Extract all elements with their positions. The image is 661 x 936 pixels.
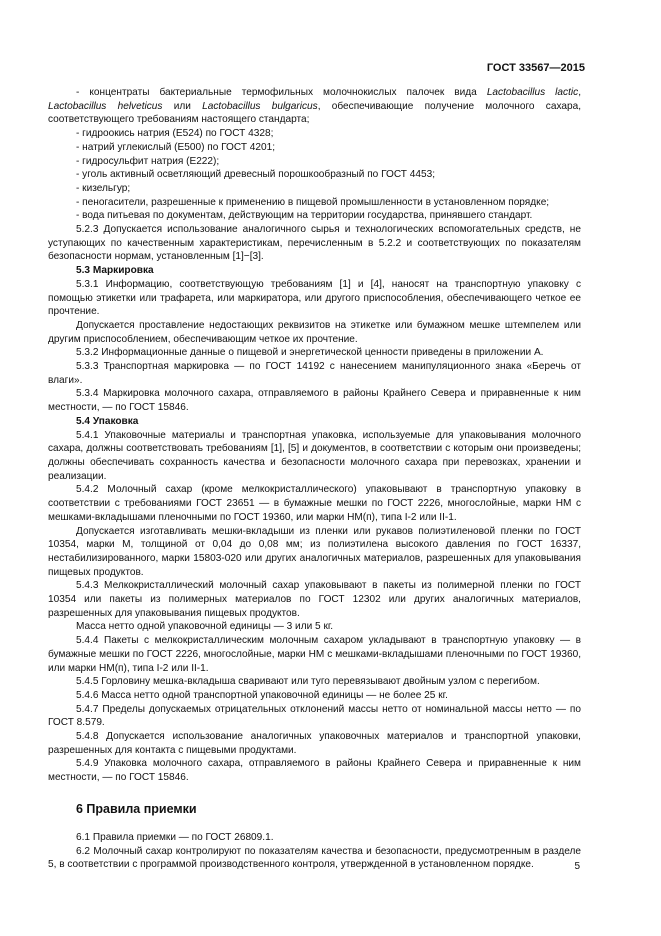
paragraph-5-2-3: 5.2.3 Допускается использование аналогичного сырья и технологических вспомогательных средств, не уступающих по качественным характеристикам, перечисленным в 5.2.2 и соответствующих по показателям безопасности нормам, установленным [1]−[3].	[48, 224, 581, 263]
paragraph-5-4-1: 5.4.1 Упаковочные материалы и транспортная упаковка, используемые для упаковывания молочного сахара, должны соответствовать требованиям [1], [5] и документов, в соответствии с которым они произведены; должны обеспечивать сохранность качества и безопасности молочного сахара при перевозках, хранении и реализации.	[48, 429, 581, 482]
paragraph-5-3-1-b: Допускается проставление недостающих реквизитов на этикетке или бумажном мешке штемпелем или другим приспособлением, обеспечивающим четкое их прочтение.	[48, 319, 581, 345]
section-heading-acceptance: 6 Правила приемки	[76, 801, 197, 816]
paragraph-5-3-1: 5.3.1 Информацию, соответствующую требованиям [1] и [4], наносят на транспортную упаковку с помощью этикетки или трафарета, или маркиратора, или другого приспособления, обеспечивающего четкое ее прочтение.	[48, 278, 581, 318]
paragraph-5-4-2: 5.4.2 Молочный сахар (кроме мелкокристаллического) упаковывают в транспортную упаковку в соответствии с требованиями ГОСТ 23651 — в бумажные мешки по ГОСТ 2226, многослойные, марки НМ с мешками-вкладышами пленочными по ГОСТ 19360, или марки НМ(п), типа I-2 или II-1.	[48, 484, 581, 523]
list-item: - кизельгур;	[76, 182, 131, 194]
paragraph-5-3-3: 5.3.3 Транспортная маркировка — по ГОСТ 14192 с нанесением манипуляционного знака «Беречь от влаги».	[48, 361, 581, 386]
paragraph-6-1: 6.1 Правила приемки — по ГОСТ 26809.1.	[76, 831, 274, 843]
paragraph-5-4-9: 5.4.9 Упаковка молочного сахара, отправляемого в районы Крайнего Севера и приравненные к ним местности, — по ГОСТ 15846.	[48, 758, 581, 784]
paragraph-5-4-8: 5.4.8 Допускается использование аналогичных упаковочных материалов и транспортной упаковки, разрешенных для контакта с пищевыми продуктами.	[48, 731, 581, 756]
paragraph-5-4-3-b: Масса нетто одной упаковочной единицы — 3 или 5 кг.	[76, 621, 334, 633]
document-body	[48, 86, 581, 872]
list-item: - вода питьевая по документам, действующим на территории государства, принявшего стандарт.	[76, 210, 533, 222]
paragraph-5-3-2: 5.3.2 Информационные данные о пищевой и энергетической ценности приведены в приложении А.	[76, 347, 544, 359]
section-heading-marking: 5.3 Маркировка	[76, 265, 154, 277]
section-heading-packaging: 5.4 Упаковка	[76, 415, 139, 427]
species-name: Lactobacillus helveticus	[48, 100, 163, 112]
text-run: или	[162, 100, 203, 112]
paragraph-5-4-3: 5.4.3 Мелкокристаллический молочный сахар упаковывают в пакеты из полимерной пленки по ГОСТ 10354 или пакеты из полимерных материалов по ГОСТ 12302 или других аналогичных материалов, разрешенных для упаковывания пищевых продуктов.	[48, 580, 581, 619]
paragraph-bacterial-concentrates	[48, 86, 581, 127]
paragraph-5-4-4: 5.4.4 Пакеты с мелкокристаллическим молочным сахаром укладывают в транспортную упаковку — в бумажные мешки по ГОСТ 2226, многослойные, марки НМ с мешками-вкладышами пленочными по ГОСТ 19360, или марки НМ(п), типа I-2 или II-1.	[48, 635, 581, 674]
paragraph-6-2: 6.2 Молочный сахар контролируют по показателям качества и безопасности, предусмотренным в разделе 5, в соответствии с программой производственного контроля, утвержденной в установленном порядке.	[48, 845, 581, 871]
page-number: 5	[574, 861, 580, 872]
list-item: - гидроокись натрия (Е524) по ГОСТ 4328;	[76, 128, 274, 140]
species-name: Lactobacillus bulgaricus	[202, 100, 318, 112]
text-run: ,	[578, 87, 581, 98]
paragraph-5-3-4: 5.3.4 Маркировка молочного сахара, отправляемого в районы Крайнего Севера и приравненные к ним местности, — по ГОСТ 15846.	[48, 388, 581, 414]
paragraph-5-4-7: 5.4.7 Пределы допускаемых отрицательных отклонений массы нетто от номинальной массы нетто — по ГОСТ 8.579.	[48, 703, 581, 729]
document-header: ГОСТ 33567—2015	[486, 62, 585, 74]
paragraph-5-4-2-b: Допускается изготавливать мешки-вкладыши из пленки или рукавов полиэтиленовой пленки по ГОСТ 10354, марки М, толщиной от 0,04 до 0,08 мм; из полиэтилена высокого давления по ГОСТ 16337, нестабилизированного, марки 15803-020 или других аналогичных материалов, разрешенных для упаковывания пищевых продуктов.	[48, 525, 581, 578]
list-item: - натрий углекислый (Е500) по ГОСТ 4201;	[76, 141, 276, 153]
paragraph-5-4-5: 5.4.5 Горловину мешка-вкладыша сваривают или туго перевязывают двойным узлом с перегибом.	[76, 676, 540, 688]
list-item: - уголь активный осветляющий древесный порошкообразный по ГОСТ 4453;	[76, 169, 436, 181]
text-run: - концентраты бактериальные термофильных молочнокислых палочек вида	[76, 87, 487, 98]
list-item: - пеногасители, разрешенные к применению в пищевой промышленности в установленном порядке;	[76, 196, 550, 208]
species-name: Lactobacillus lactic	[486, 87, 579, 98]
text-run: , обеспечивающие получение молочного сахара, соответствующего требованиям настоящего стандарта;	[48, 100, 582, 126]
paragraph-5-4-6: 5.4.6 Масса нетто одной транспортной упаковочной единицы — не более 25 кг.	[76, 689, 448, 701]
list-item: - гидросульфит натрия (Е222);	[76, 155, 220, 167]
